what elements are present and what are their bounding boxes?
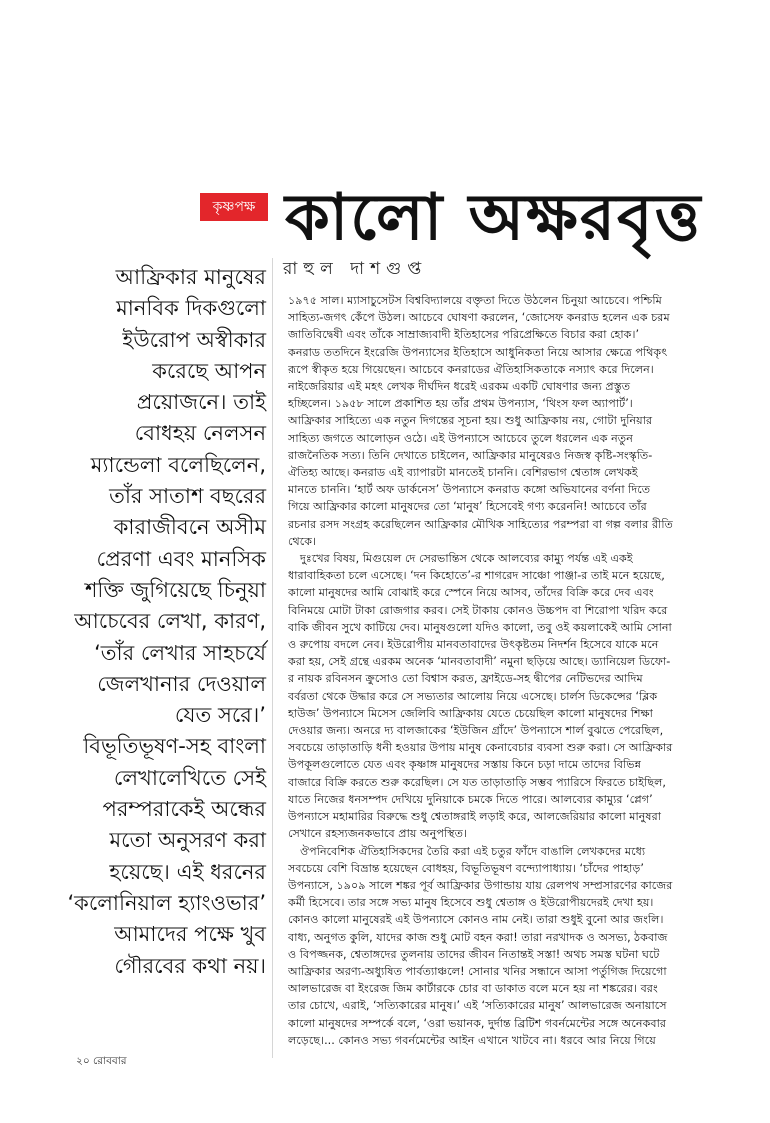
pull-quote-line: মানবিক দিকগুলো — [116, 296, 266, 321]
body-line: উপন্যাসে, ১৯০৯ সালে শঙ্কর পূর্ব আফ্রিকার উগান্ডায় যায় রেলপথ সম্প্রসারণের কাজের — [288, 878, 673, 892]
pull-quote-line: আফ্রিকার মানুষের — [115, 265, 266, 289]
body-line: মানতে চাননি। ‘হার্ট অফ ডার্কনেস’ উপন্যাসে কনরাড কঙ্গো অভিযানের বর্ণনা দিতে — [288, 483, 651, 497]
body-line: কালো মানুষদের আমি বোঝাই করে স্পেনে নিয়ে আসব, তাঁদের বিক্রি করে দেব এবং — [288, 586, 654, 600]
body-line: আফ্রিকার সাহিত্যে এক নতুন দিগন্তের সূচনা হয়। শুধু আফ্রিকায় নয়, গোটা দুনিয়ার — [288, 414, 653, 428]
body-line: বিনিময়ে মোটা টাকা রোজগার করব। সেই টাকায় কোনও উচ্চপদ বা শিরোপা খরিদ করে — [288, 603, 668, 617]
pull-quote-line: বিভূতিভূষণ-সহ বাংলা — [83, 734, 266, 759]
pull-quote-line: ‘তাঁর লেখার সাহচর্যে — [94, 640, 266, 665]
author-byline: রাহুল দাশগুপ্ত — [283, 259, 428, 279]
body-line: গিয়ে আফ্রিকার কালো মানুষদের তো ‘মানুষ’ হিসেবেই গণ্য করেননি! আচেবে তাঁর — [288, 500, 647, 514]
body-line: কালো মানুষদের সম্পর্কে বলে, ‘ওরা ভয়ানক, দুর্দান্ত ব্রিটিশ গবর্নমেন্টের সঙ্গে অনেকবার — [288, 1016, 667, 1030]
body-line: নাইজেরিয়ার এই মহৎ লেখক দীর্ঘদিন ধরেই এরকম একটি ঘোষণার জন্য প্রস্তুত — [288, 380, 631, 394]
body-line: রূপে স্বীকৃত হয়ে গিয়েছেন। আচেবে কনরাডের ঐতিহাসিকতাকে নস্যাৎ করে দিলেন। — [288, 362, 654, 376]
pull-quote-line: আমাদের পক্ষে খুব — [114, 922, 266, 947]
article-title: কালো অক্ষরবৃত্ত — [285, 181, 703, 255]
body-line: হাউজ’ উপন্যাসে মিসেস জেলিবি আফ্রিকায় যেতে চেয়েছিল কালো মানুষদের শিক্ষা — [288, 706, 653, 720]
body-line: কোনও কালো মানুষেরই এই উপন্যাসে কোনও নাম নেই। তারা শুধুই বুনো আর জংলি। — [288, 913, 664, 927]
pull-quote-line: বোধহয় নেলসন — [134, 421, 266, 446]
pull-quote-line: পরম্পরাকেই অন্ধের — [102, 797, 266, 822]
column-divider — [272, 258, 273, 1058]
body-line: তার চোখে, এরাই, ‘সত্যিকারের মানুষ।’ এই ‘সত্যিকারের মানুষ’ আলভারেজ অনায়াসে — [288, 999, 667, 1013]
pull-quote-line: ‘কলোনিয়াল হ্যাংওভার’ — [67, 890, 266, 915]
body-line: থেকে। — [288, 534, 317, 548]
pull-quote-line: যেত সরে।’ — [174, 703, 266, 728]
pull-quote-line: শক্তি জুগিয়েছে চিনুয়া — [84, 577, 266, 602]
pull-quote-line: প্রয়োজনে। তাই — [136, 390, 266, 415]
pull-quote-line: করেছে আপন — [152, 358, 266, 383]
body-line: বাজারে বিক্রি করতে শুরু করেছিল। সে যত তাড়াতাড়ি সম্ভব প্যারিসে ফিরতে চাইছিল, — [288, 775, 666, 789]
pull-quote-line: কারাজীবনে অসীম — [113, 515, 266, 540]
body-line: সবচেয়ে তাড়াতাড়ি ধনী হওয়ার উপায় মানুষ কেনাবেচার ব্যবসা শুরু করা। সে আফ্রিকার — [288, 741, 673, 755]
body-line: দুঃখের বিষয়, মিগুয়েল দে সেরভান্তিস থেকে আলব্যের কাম্যু পর্যন্ত এই একই — [300, 552, 633, 566]
body-line: আলভারেজ বা ইংরেজ জিম কার্টারকে চোর বা ডাকাত বলে মনে হয় না শঙ্করের। বরং — [288, 982, 658, 996]
pull-quote-line: মতো অনুসরণ করা — [109, 828, 266, 853]
body-line: কনরাড ততদিনে ইংরেজি উপন্যাসের ইতিহাসে আধুনিকতা নিয়ে আসার ক্ষেত্রে পথিকৃৎ — [288, 345, 668, 359]
body-line: যাতে নিজের ধনসম্পদ দেখিয়ে দুনিয়াকে চমকে দিতে পারে। আলব্যের কাম্যুর ‘প্লেগ’ — [288, 792, 653, 806]
body-line: ও রুপোয় বদলে নেব। ইউরোপীয় মানবতাবাদের উৎকৃষ্টতম নিদর্শন হিসেবে যাকে মনে — [288, 638, 659, 652]
body-line: দেওয়ার জন্য। অনরে দ্য বালজাকের ‘ইউজিন গ্রাঁদে’ উপন্যাসে শার্ল বুঝতে পেরেছিল, — [288, 724, 664, 738]
page-footer: ২০ রোববার — [76, 1055, 127, 1067]
pull-quote-line: আচেবের লেখা, কারণ, — [74, 609, 266, 634]
body-line: সেখানে রহস্যজনকভাবে প্রায় অনুপস্থিত। — [288, 827, 467, 841]
body-line: আফ্রিকার অরণ্য-অধ্যুষিত পার্বত্যাঞ্চলে! সোনার খনির সন্ধানে আসা পর্তুগিজ দিয়েগো — [288, 964, 667, 978]
pull-quote-line: জেলখানার দেওয়াল — [97, 671, 266, 696]
body-line: র নায়ক রবিনসন ক্রুসোও তো বিশ্বাস করত, ফ্রাইডে-সহ দ্বীপের নেটিভদের আদিম — [288, 672, 643, 686]
body-line: কর্মী হিসেবে। তার সঙ্গে সভ্য মানুষ হিসেবে শুধু শ্বেতাঙ্গ ও ইউরোপীয়দেরই দেখা হয়। — [288, 896, 654, 910]
body-line: রচনার রসদ সংগ্রহ করেছিলেন আফ্রিকার মৌখিক সাহিত্যের পরম্পরা বা গল্প বলার রীতি — [288, 517, 673, 531]
pull-quote — [10, 262, 266, 982]
section-badge: কৃষ্ণপক্ষ — [200, 193, 268, 221]
body-line: ঔপনিবেশিক ঐতিহাসিকদের তৈরি করা এই চতুর ফাঁদে বাঙালি লেখকদের মধ্যে — [300, 844, 646, 858]
body-line: বাকি জীবন সুখে কাটিয়ে দেব। মানুষগুলো যদিও কালো, তবু ওই কয়লাকেই আমি সোনা — [288, 620, 672, 634]
body-line: সবচেয়ে বেশি বিভ্রান্ত হয়েছেন বোধহয়, বিভূতিভূষণ বন্দ্যোপাধ্যায়। ‘চাঁদের পাহাড়’ — [288, 861, 644, 875]
pull-quote-line: তাঁর সাতাশ বছরের — [109, 484, 266, 509]
pull-quote-line: ম্যান্ডেলা বলেছিলেন, — [90, 452, 266, 477]
body-line: ১৯৭৫ সাল। ম্যাসাচুসেটস বিশ্ববিদ্যালয়ে বক্তৃতা দিতে উঠলেন চিনুয়া আচেবে। পশ্চিমি — [288, 294, 662, 307]
body-line: সাহিত্য-জগৎ কেঁপে উঠল। আচেবে ঘোষণা করলেন, ‘জোসেফ কনরাড হলেন এক চরম — [288, 311, 670, 325]
body-line: বর্বরতা থেকে উদ্ধার করে সে সভ্যতার আলোয় নিয়ে এসেছে। চার্লস ডিকেন্সের ‘ব্লিক — [288, 689, 658, 703]
body-line: রাজনৈতিক সত্য। তিনি দেখাতে চাইলেন, আফ্রিকার মানুষেরও নিজস্ব কৃষ্টি-সংস্কৃতি- — [288, 448, 653, 462]
pull-quote-line: ইউরোপ অস্বীকার — [122, 327, 266, 352]
article-body — [288, 292, 758, 1049]
pull-quote-line: হয়েছে। এই ধরনের — [109, 859, 266, 884]
body-line: ঐতিহ্য আছে। কনরাড এই ব্যাপারটা মানতেই চাননি। বেশিরভাগ শ্বেতাঙ্গ লেখকই — [288, 466, 638, 480]
body-line: হচ্ছিলেন। ১৯৫৮ সালে প্রকাশিত হয় তাঁর প্রথম উপন্যাস, ‘থিংস ফল অ্যাপার্ট’। — [288, 397, 633, 411]
body-line: ও বিপজ্জনক, শ্বেতাঙ্গদের তুলনায় তাদের জীবন নিতান্তই সস্তা! অথচ সমস্ত ঘটনা ঘটে — [288, 947, 660, 961]
body-line: লড়েছে।... কোনও সভ্য গবর্নমেন্টের আইন এখানে খাটবে না। ধরবে আর নিয়ে গিয়ে — [288, 1033, 656, 1047]
pull-quote-line: প্রেরণা এবং মানসিক — [96, 546, 266, 571]
body-line: বাধ্য, অনুগত কুলি, যাদের কাজ শুধু মোট বহন করা! তারা নরখাদক ও অসভ্য, ঠকবাজ — [288, 930, 668, 944]
body-line: করা হয়, সেই গ্রন্থে এরকম অনেক ‘মানবতাবাদী’ নমুনা ছড়িয়ে আছে। ড্যানিয়েল ডিফো- — [288, 655, 671, 669]
pull-quote-line: লেখালেখিতে সেই — [113, 765, 266, 790]
pull-quote-line: গৌরবের কথা নয়। — [114, 953, 266, 978]
body-line: সাহিত্য জগতে আলোড়ন ওঠে। এই উপন্যাসে আচেবে তুলে ধরলেন এক নতুন — [288, 431, 633, 445]
body-line: জাতিবিদ্বেষী এবং তাঁকে সাম্রাজ্যবাদী ইতিহাসের পরিপ্রেক্ষিতে বিচার করা হোক।’ — [288, 328, 640, 342]
body-line: উপন্যাসে মহামারির বিরুদ্ধে শুধু শ্বেতাঙ্গরাই লড়াই করে, আলজেরিয়ার কালো মানুষরা — [288, 810, 661, 824]
body-line: উপকূলগুলোতে যেত এবং কৃষ্ণাঙ্গ মানুষদের সস্তায় কিনে চড়া দামে তাদের বিভিন্ন — [288, 758, 641, 772]
body-line: ধারাবাহিকতা চলে এসেছে। ‘দন কিহোতে’-র শাগরেদ সাঞ্চো পাঞ্জা-র তাই মনে হয়েছে, — [288, 569, 665, 583]
